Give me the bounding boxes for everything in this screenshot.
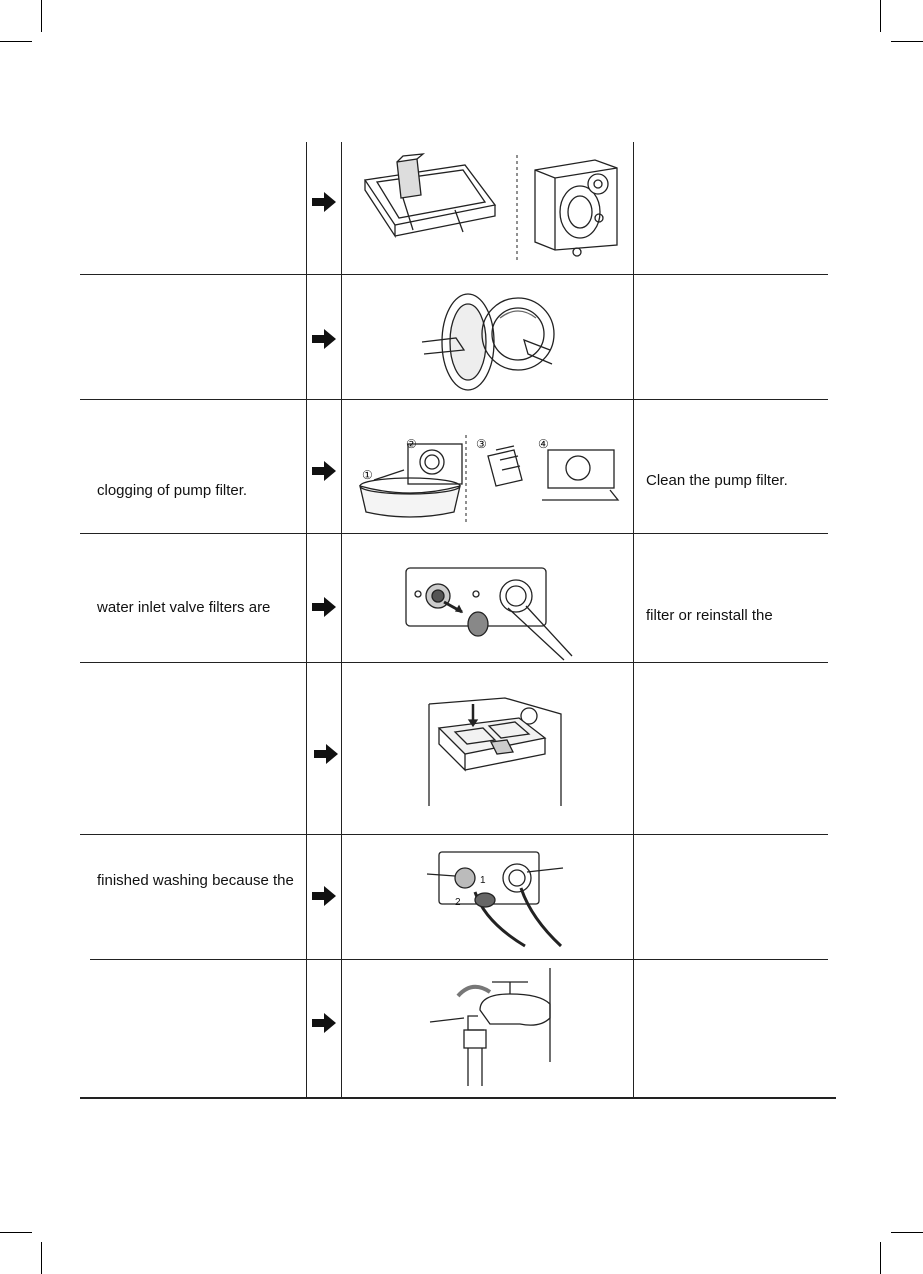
crop-mark-bottom-left-v [41,1242,42,1274]
base-tray-and-transit-bolts-illustration [355,150,625,268]
pump-step-3: ③ [476,437,487,451]
column-divider-3 [633,142,634,1098]
cause-text-row-3: clogging of pump filter. [97,482,248,499]
pump-filter-cleaning-illustration [352,430,628,526]
right-arrow-icon [311,191,337,213]
crop-mark-top-right-h [891,41,923,42]
valve-step-label-1: 1 [480,875,486,886]
valve-step-label-2: 2 [455,897,461,908]
door-seal-cleaning-illustration [420,284,560,396]
crop-mark-top-left-h [0,41,32,42]
right-arrow-icon [311,460,337,482]
pump-step-4: ④ [538,437,549,451]
inlet-valve-filter-illustration [404,566,574,662]
row-divider [90,959,828,960]
crop-mark-top-left-v [41,0,42,32]
right-arrow-icon [311,885,337,907]
crop-mark-bottom-right-v [880,1242,881,1274]
solution-text-row-4: filter or reinstall the [646,607,773,624]
right-arrow-icon [311,596,337,618]
table-bottom-border [80,1097,836,1099]
column-divider-2 [341,142,342,1098]
crop-mark-bottom-left-h [0,1232,32,1233]
detergent-drawer-illustration [425,694,565,808]
row-divider [80,399,828,400]
pump-step-1: ① [362,468,373,482]
inlet-hose-connection-illustration [425,842,575,954]
row-divider [80,274,828,275]
solution-text-row-3: Clean the pump filter. [646,472,788,489]
row-divider [80,662,828,663]
right-arrow-icon [311,328,337,350]
row-divider [80,834,828,835]
row-divider [80,533,828,534]
water-tap-illustration [428,966,558,1088]
crop-mark-bottom-right-h [891,1232,923,1233]
right-arrow-icon [313,743,339,765]
right-arrow-icon [311,1012,337,1034]
column-divider-1 [306,142,307,1098]
crop-mark-top-right-v [880,0,881,32]
cause-text-row-4: water inlet valve filters are [97,599,271,616]
cause-text-row-6: finished washing because the [97,872,294,889]
pump-step-2: ② [406,437,417,451]
